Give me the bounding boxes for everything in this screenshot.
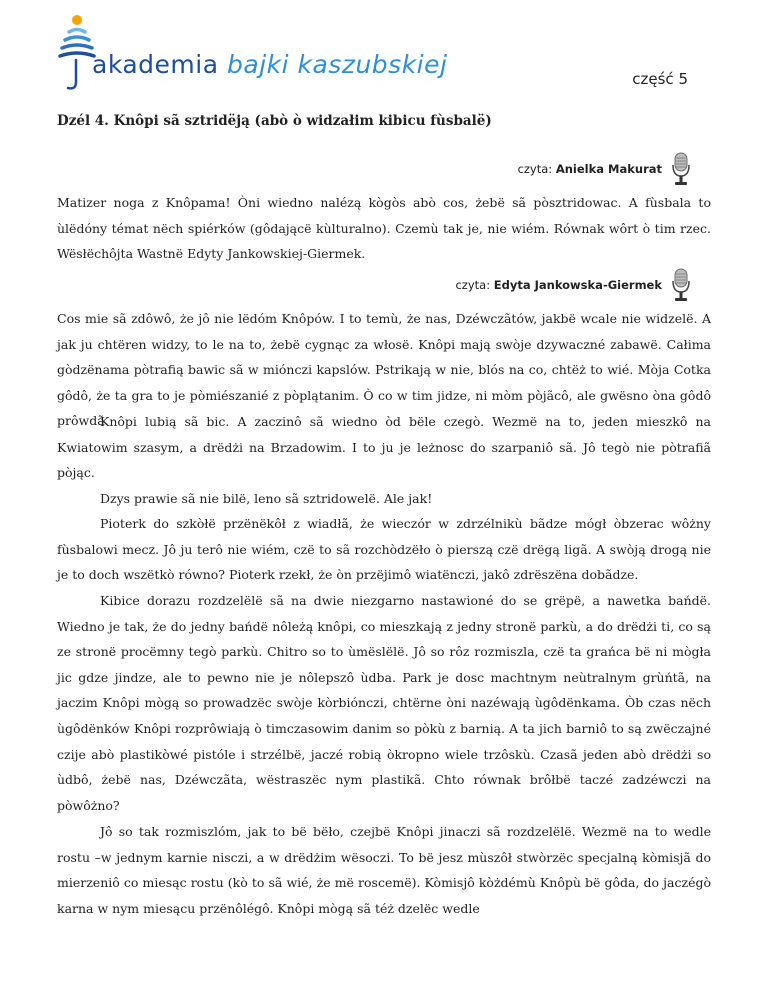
part-label: część 5	[632, 70, 688, 88]
reader-name: Edyta Jankowska-Giermek	[493, 278, 662, 292]
paragraph-intro: Matizer noga z Knôpama! Òni wiedno nalézą kògòs abò cos, żebë sã pòsztridowac. A fùsbala to ùlëdóny témat nëch spiérków (gôdającë kùlturalno). Czemù tak je, nie wiém. Równak wôrt ò tim rzec. Wësłëchôjta Wastnë Edyty Jankowskiej-Giermek.	[57, 195, 711, 262]
logo-word-bajki-kaszubskiej: bajki kaszubskiej	[227, 50, 448, 79]
paragraph-2: Knôpi lubią sã bic. A zaczinô sã wiedno òd bële czegò. Wezmë na to, jeden mieszkô na Kwiatowim szasym, a drëdżi na Brzadowim. I to ju je leżnosc do szarpaniô sã. Jô tegò nie pòtrafiã pòjąc.	[57, 414, 711, 481]
page-header	[46, 14, 726, 114]
logo-word-akademia: akademia	[92, 50, 219, 79]
reader-credit-2[interactable]	[455, 268, 692, 302]
logo-icon	[56, 14, 96, 94]
paragraph-1: Cos mie sã zdôwô, że jô nie lëdóm Knôpów. I to temù, że nas, Dzéwczãtów, jakbë wcale nie widzelë. A jak ju chtëren widzy, to le na to, żebë cygnąc za włosë. Knôpi mają swòje dzywaczné zabawë. Całima gòdzënama pòtrafią bawic sã w miónczi kapslów. Pstrikają w nie, blós na co, chtëż to wié. Mòja Cotka gôdô, że ta gra to je pòmiészanié z pòplątanim. Ò co w tim jidze, ni mòm pòjãcô, ale gwësno òna gôdô prôwdã.	[57, 311, 711, 429]
microphone-icon[interactable]	[670, 152, 692, 186]
paragraph-4: Pioterk do szkòłë przënëkôł z wiadłã, że wieczór w zdrzélnikù bãdze mógł òbzerac wôżny fùsbalowi mecz. Jô ju terô nie wiém, czë to sã rozchòdzëło ò pierszą czë drëgą ligã. A swòją drogą nie je to doch wszëtkò równo? Pioterk rzekł, że òn przëjimô wiatënczi, jakô zdrëszëna dobãdze.	[57, 516, 711, 583]
paragraph-5: Kibice dorazu rozdzelëlë sã na dwie niezgarno nastawioné do se grëpë, a nawetka bańdë. Wiedno je tak, że do jedny bańdë nôleżą knôpi, co mieszkają z jedny stronë parkù, a do drëdżi ti, co są ze stronë procëmny tegò parkù. Chitro so to ùmëslëlë. Jô so rôz rozmiszla, czë ta grańca bë ni mògła jic gdze jindze, ale to pewno nie je nôlepszô ùdba. Park je dosc machtnym neùtralnym grùńtã, na jaczim Knôpi mògą so prowadzëc swòje kòrbiónczi, chtërne òni nazéwają ùgôdënkama. Òb czas nëch ùgôdënków Knôpi rozprôwiają ò timczasowim danim so pòkù z barnią. A ta jich barniô to są zwëczajné czije abò plastikòwé pistóle i strzélbë, jaczé robią òkropno wiele trzôskù. Czasã jeden abò drëdżi so ùdbô, żebë nas, Dzéwczãta, wëstraszëc nym plastikã. Chto równak brôłbë taczé zadzéwczi na pòwôżno?	[57, 593, 711, 813]
paragraph-3: Dzys prawie sã nie bilë, leno sã sztridowelë. Ale jak!	[100, 491, 433, 506]
reader-prefix: czyta:	[455, 278, 491, 292]
reader-name: Anielka Makurat	[555, 162, 662, 176]
logo-text	[92, 50, 447, 79]
microphone-icon[interactable]	[670, 268, 692, 302]
chapter-title: Dzél 4. Knôpi sã sztridëją (abò ò widzałim kibicu fùsbalë)	[57, 113, 492, 129]
paragraph-6: Jô so tak rozmiszlóm, jak to bë bëło, czejbë Knôpi jinaczi sã rozdzelëlë. Wezmë na to wedle rostu –w jednym karnie nisczi, a w drëdżim wësoczi. To bë jesz mùszôł stwòrzëc specjalną kòmisjã do mierzeniô co miesąc rostu (kò to sã wié, że më roscemë). Kòmisjô kòżdémù Knôpù bë gôda, do jaczégò karna w nym miesącu przënôlégô. Knôpi mògą sã téż dzelëc wedle	[57, 824, 711, 916]
reader-prefix: czyta:	[517, 162, 553, 176]
reader-credit-1[interactable]	[518, 152, 692, 186]
